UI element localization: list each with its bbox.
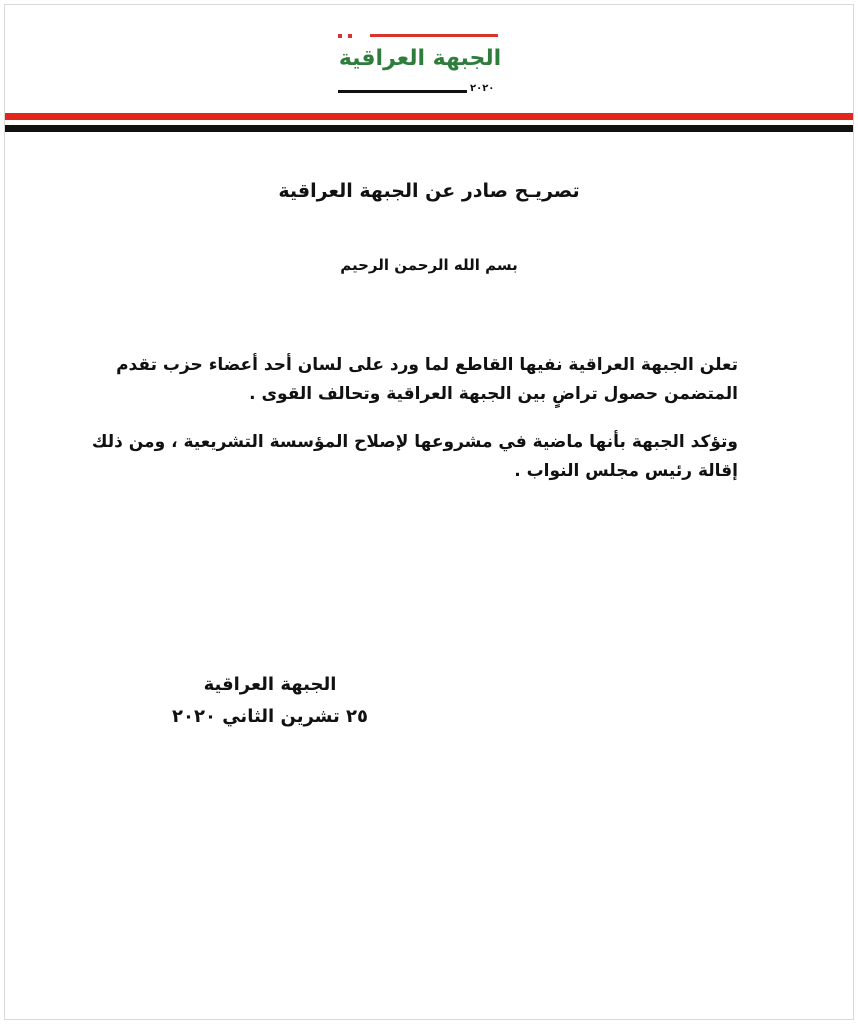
paragraph-line: وتؤكد الجبهة بأنها ماضية في مشروعها لإصلاح المؤسسة التشريعية ، ومن ذلك (91, 432, 738, 452)
red-stripe (5, 113, 853, 120)
paragraph-line: تعلن الجبهة العراقية نفيها القاطع لما ورد على لسان أحد أعضاء حزب تقدم (116, 355, 738, 375)
decorative-dot (338, 34, 342, 38)
letterhead-year: ٢٠٢٠ (470, 83, 495, 94)
letterhead-black-line (338, 90, 467, 93)
signature-name: الجبهة العراقية (203, 674, 337, 695)
signature-date: ٢٥ تشرين الثاني ٢٠٢٠ (172, 706, 368, 727)
decorative-dot (348, 34, 352, 38)
paragraph-2 (91, 428, 738, 486)
paragraph-line: إقالة رئيس مجلس النواب . (514, 461, 738, 481)
black-stripe (5, 125, 853, 132)
paragraph-line: المتضمن حصول تراضٍ بين الجبهة العراقية وتحالف القوى . (249, 384, 738, 404)
page-frame (4, 4, 854, 1020)
document-title: تصريـح صادر عن الجبهة العراقية (278, 180, 580, 202)
paragraph-1 (118, 351, 738, 409)
basmala: بسم الله الرحمن الرحيم (340, 256, 518, 274)
letterhead-red-line (370, 34, 498, 37)
org-logo-title: الجبهة العراقية (338, 46, 502, 71)
